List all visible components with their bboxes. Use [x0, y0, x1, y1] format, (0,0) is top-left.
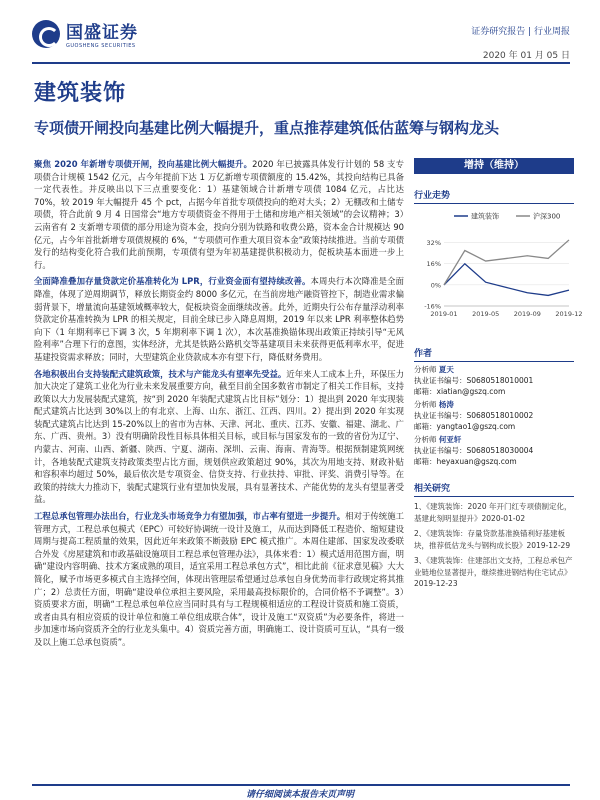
- related-item[interactable]: 1、《建筑装饰：2020 年开门红专项债制定化，基建此刻明显提升》2020-01-02: [414, 502, 572, 523]
- related-heading: 相关研究: [414, 481, 574, 497]
- analyst-role: 分析师: [414, 435, 437, 444]
- y-tick-label: 0%: [430, 281, 441, 290]
- related-item[interactable]: 3、《建筑装饰：住建部出文支持，工程总承包产业链地位显著提升，继续推进钢结构住宅试点》2019-12-23: [414, 556, 573, 588]
- logo-name-en: GUOSHENG SECURITIES: [66, 43, 136, 49]
- page-header: [0, 0, 600, 70]
- analyst-cert: 执业证书编号：S0680518010002: [414, 411, 534, 420]
- analyst-cert: 执业证书编号：S0680518010001: [414, 376, 534, 385]
- paragraph-text: 本周央行本次降准是全面降准，体现了逆周期调节，释放长期资金约 8000 多亿元，在当前房地产融资管控下，制造业需求偏弱背景下，增量流向基建领域概率较大，促板块资金面继续改善。此外，近期央行公布存量浮动利率贷款定价基准转换为 LPR 的相关规定，目前全球已步入降息周期，2019 年以来 LPR 利率整体趋势向下（1 年期利率已下调 3 次，5 年期利率下调 1 次），本次基准换锚体现出政策正持续引导“无风险利率”合理下行的意图，实体经济，尤其是铁路公路机交等基建项目未来获得更低利率水平，促进基建投资需求释放；同时，大型建筑企业贷款成本亦有望下行，降低财务费用。: [34, 276, 405, 362]
- rating-badge: 增持（维持）: [414, 158, 574, 174]
- x-tick-label: 2019-05: [472, 310, 500, 318]
- report-type: 证券研究报告 | 行业周报: [471, 27, 570, 37]
- paragraph: [34, 275, 404, 363]
- header-divider: [32, 62, 570, 64]
- logo-name-cn: 国盛证券: [66, 23, 138, 43]
- paragraph: [34, 368, 404, 507]
- analyst-email[interactable]: 邮箱：xiatian@gszq.com: [414, 387, 506, 396]
- paragraph-lead: 工程总承包管理办法出台，行业龙头市场竞争力有望加强，市占率有望进一步提升。: [34, 511, 346, 522]
- legend-label: 建筑装饰: [471, 212, 499, 221]
- analyst-email[interactable]: 邮箱：heyaxuan@gszq.com: [414, 457, 517, 466]
- x-tick-label: 2019-12: [555, 310, 583, 318]
- series-line: [444, 240, 569, 285]
- analyst-name: 何亚轩: [438, 435, 462, 444]
- analyst-email[interactable]: 邮箱：yangtao1@gszq.com: [414, 422, 516, 431]
- logo-icon: [32, 20, 60, 48]
- sector-name: 建筑装饰: [34, 81, 127, 106]
- analyst-block: [414, 434, 574, 467]
- analyst-block: [414, 364, 574, 397]
- footer-disclaimer: 请仔细阅读本报告末页声明: [245, 790, 354, 800]
- footer-divider: [32, 784, 570, 786]
- paragraph-text: 相对于传统施工管理方式，工程总承包模式（EPC）可较好协调统一设计及施工，从而达到降低工程造价、缩短建设周期与提高工程质量的效果，因此近年来政策不断鼓励 EPC 模式推广。本周住建部、国家发改委联合外发《房屋建筑和市政基础设施项目工程总承包管理办法》，具体来看：1）模式适用范围方面，明确“建设内容明确、技术方案成熟的项目，适宜采用工程总承包方式”，相比此前《征求意见稿》大大简化，赋予市场更多模式自主选择空间，体现出管理层希望通过总承包自身优势而非行政规定将其推广；2）总责任方面，明确“建设单位承担主要风险，采用最高投标限价的，合同价格不予调整”。3）资质要求方面，明确“工程总承包单位应当同时具有与工程规模相适应的工程设计资质和施工资质，或者由具有相应资质的设计单位和施工单位组成联合体”，设计及施工“双资质”为必要条件，将进一步加速市场向资质齐全的行业龙头集中。4）资质完善方面，明确施工、设计资质可互认，“具有一级及以上施工总承包资质”。: [34, 511, 405, 647]
- analyst-name: 杨涛: [438, 400, 454, 409]
- company-logo: [32, 18, 138, 49]
- trend-heading: 行业走势: [414, 188, 574, 204]
- paragraph-text: 近年来人工成本上升，环保压力加大决定了建筑工业化为行业未来发展重要方向，截至目前全国多数省市制定了相关工作目标，支持政策以大力发展装配式建筑，按“到 2020 年装配式建筑占比目标”划分：1）提出到 2020 年实现装配式建筑占比达到 30%以上的有北京、上海、山东、浙江、江西、四川。2）提出到 2020 年实现装配式建筑占比达到 15-20%以上的省市为吉林、天津、河北、重庆、江苏、安徽、福建、湖北、广东、广西、贵州。3）没有明确阶段性目标具体相关目标，或目标与国家发布的一致的省份为辽宁、内蒙古、河南、山西、新疆、陕西、宁夏、湖南、深圳、云南、海南、青海等。根据预制建筑网统计，各地装配式建筑支持政策类型占比方面，规划供应政策超过 90%，其次为用地支持、财政补贴和容积率均超过 50%，最后依次是专项资金、信贷支持、行业扶持、审批、评奖、消费引导等。在政策的持续大力推动下，装配式建筑行业有望加快发展，具有显著技术、产能优势的龙头有望显著受益。: [34, 368, 404, 505]
- paragraph-lead: 聚焦 2020 年新增专项债开闸，投向基建比例大幅提升。: [34, 159, 253, 169]
- series-line: [444, 264, 569, 296]
- trend-chart: [414, 208, 583, 328]
- related-item[interactable]: 2、《建筑装饰：存量贷款基准换锚利好基建板块，推荐低估龙头与钢构成长股》2019-12-29: [414, 529, 571, 550]
- x-tick-label: 2019-01: [430, 310, 458, 318]
- paragraph-lead: 全面降准叠加存量贷款定价基准转化为 LPR，行业资金面有望持续改善。: [34, 276, 311, 287]
- y-tick-label: 32%: [426, 239, 441, 248]
- analyst-role: 分析师: [414, 365, 437, 374]
- paragraph: [34, 510, 404, 649]
- analyst-role: 分析师: [414, 400, 437, 409]
- y-tick-label: 16%: [426, 260, 441, 269]
- sidebar: [414, 158, 583, 590]
- legend-label: 沪深300: [533, 212, 561, 221]
- report-date: 2020 年 01 月 05 日: [482, 51, 570, 61]
- body-column: [34, 158, 404, 653]
- x-tick-label: 2019-09: [513, 310, 541, 318]
- analyst-name: 夏天: [438, 365, 454, 374]
- analyst-block: [414, 399, 574, 432]
- report-title: 专项债开闸投向基建比例大幅提升，重点推荐建筑低估蓝筹与钢构龙头: [34, 119, 500, 137]
- paragraph: [34, 158, 404, 271]
- authors-heading: 作者: [414, 346, 574, 362]
- analyst-cert: 执业证书编号：S0680518030004: [414, 446, 534, 455]
- y-tick-label: -16%: [424, 302, 441, 311]
- paragraph-text: 2020 年已披露具体发行计划的 58 支专项债合计规模 1542 亿元，占今年提前下达 1 万亿新增专项债额度的 15.42%，其投向结构已具备一定代表性。并反映出以下三点重要变化：1）基建领域合计新增专项债 1084 亿元，占比达 70%，较 2019 年大幅提升 45 个 pct，占据今年首批专项债投向的绝对大头；2）无棚改和土储专项债，符合此前 9 月 4 日国常会“地方专项债资金不得用于土储和房地产相关领域”的会议精神；3）云南省有 2 支新增专项债的部分用途为资本金，投向分别为铁路和收费公路，资本金合计规模达 90 亿元，占今年首批新增专项债规模的 6%，“专项债可作重大项目资本金”政策持续推进。当前专项债发行的结构变化符合我们此前预期，专项债有望为年初基建提供积极动力，促板块基本面进一步上行。: [34, 159, 404, 270]
- page-footer: [0, 784, 600, 800]
- paragraph-lead: 各地积极出台支持装配式建筑政策，技术与产能龙头有望率先受益。: [34, 368, 287, 379]
